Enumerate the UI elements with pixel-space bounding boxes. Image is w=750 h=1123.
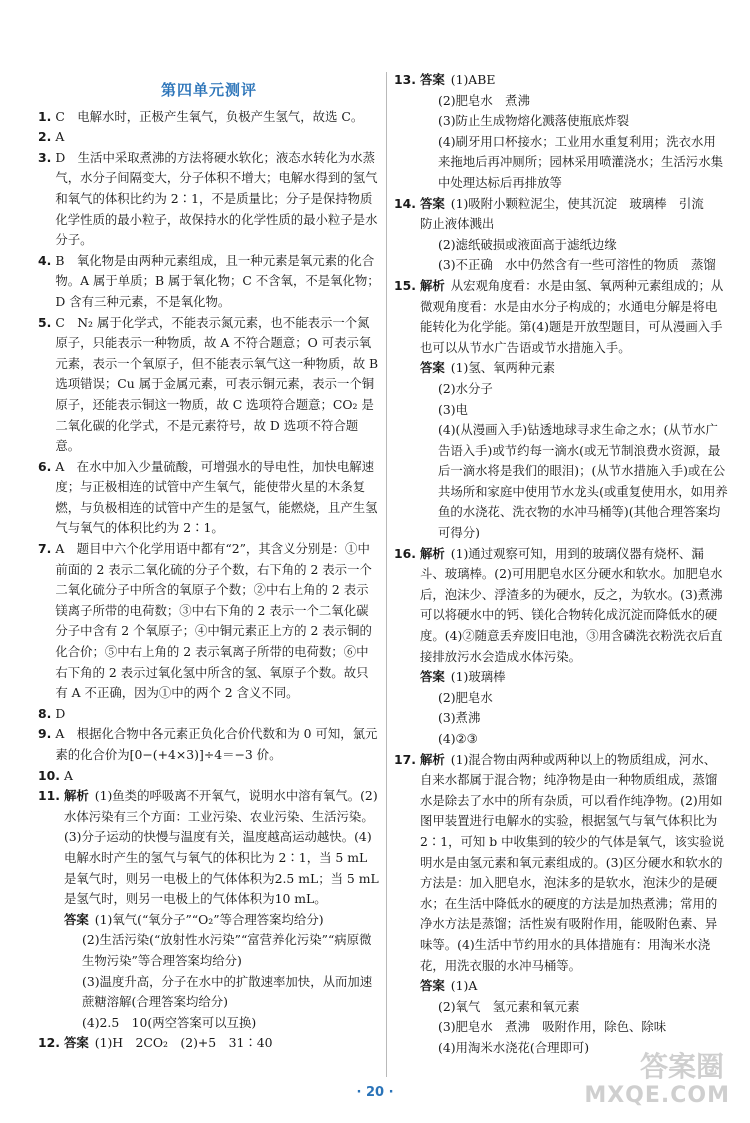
- question-number: 2.: [38, 129, 52, 145]
- answer-body: [420, 194, 728, 235]
- answer-item: [394, 708, 728, 729]
- answer-text: (1)A: [450, 978, 478, 994]
- answer-item: [38, 910, 380, 931]
- answer-item: [394, 420, 728, 544]
- answer-body: [55, 704, 380, 725]
- question-number: 7.: [38, 541, 52, 557]
- question-number: 15.: [394, 277, 416, 293]
- answer-item: [394, 544, 728, 668]
- answer-body: [438, 688, 728, 709]
- answer-item: [394, 1017, 728, 1038]
- answer-tag: 解析: [419, 751, 445, 767]
- answer-item: [394, 400, 728, 421]
- answer-body: [438, 91, 728, 112]
- watermark-top: 答案圈: [639, 1050, 724, 1083]
- left-answer-list: [38, 107, 380, 1054]
- answer-item: [394, 255, 728, 276]
- answer-text: (1)吸附小颗粒泥尘，使其沉淀 玻璃棒 引流 防止液体溅出: [419, 195, 717, 232]
- answer-body: [64, 786, 380, 910]
- answer-body: [420, 976, 728, 997]
- answer-tag: 解析: [419, 277, 445, 293]
- answer-item: [394, 235, 728, 256]
- question-number: 17.: [394, 751, 416, 767]
- answer-text: (2)肥皂水: [438, 689, 493, 705]
- answer-text: (4)刷牙用口杯接水；工业用水重复利用；洗衣水用来拖地后再冲厕所；园林采用喷灌浇水；生活污水集中处理达标后再排放等: [438, 133, 723, 190]
- answer-item: [38, 930, 380, 971]
- answer-tag: 答案: [419, 195, 445, 211]
- answer-body: [438, 235, 728, 256]
- question-number: 3.: [38, 149, 52, 165]
- watermark-logo: [584, 1045, 730, 1115]
- answer-body: [64, 1033, 380, 1054]
- answer-item: [38, 766, 380, 787]
- answer-text: (1)ABE: [450, 72, 496, 87]
- answer-item: [394, 358, 728, 379]
- answer-item: [394, 91, 728, 112]
- answer-text: D: [55, 705, 66, 721]
- answer-text: (3)电: [438, 401, 468, 417]
- answer-text: (1)氢、氧两种元素: [450, 360, 556, 376]
- answer-tag: 解析: [419, 545, 445, 561]
- answer-body: [420, 544, 728, 668]
- answer-tag: 答案: [63, 1035, 89, 1051]
- answer-tag: 答案: [420, 978, 445, 994]
- answer-text: (1)H 2CO₂ (2)+5 31∶40: [94, 1035, 273, 1051]
- answer-text: (2)生活污染(“放射性水污染”“富营养化污染”“病原微生物污染”等合理答案均给分): [82, 932, 372, 968]
- answer-item: [394, 194, 728, 235]
- answer-body: [438, 379, 728, 400]
- answer-item: [38, 127, 380, 148]
- column-divider: [386, 72, 387, 1077]
- answer-text: (3)温度升高，分子在水中的扩散速率加快，从而加速蔗糖溶解(合理答案均给分): [82, 973, 373, 1010]
- question-number: 8.: [38, 705, 52, 721]
- answer-body: [55, 148, 380, 251]
- answer-text: (1)玻璃棒: [450, 669, 506, 685]
- answer-body: [438, 729, 728, 750]
- page-number: · 20 ·: [356, 1085, 394, 1100]
- question-number: 14.: [394, 195, 416, 211]
- answer-body: [420, 276, 728, 358]
- answer-body: [55, 127, 380, 148]
- question-number: 10.: [38, 767, 60, 783]
- answer-item: [38, 457, 380, 539]
- answer-text: (3)煮沸: [438, 710, 481, 726]
- answer-item: [394, 997, 728, 1018]
- answer-item: [394, 70, 728, 91]
- answer-text: D 生活中采取煮沸的方法将硬水软化；液态水转化为水蒸气，水分子间隔变大，分子体积不增大；电解水得到的氢气和氧气的体积比约为 2∶1，不是质量比；分子是保持物质化学性质的最小粒子，故保持水的化学性质的最小粒子是水分子。: [55, 149, 378, 248]
- answer-item: [38, 972, 380, 1013]
- answer-text: A 题目中六个化学用语中都有“2”，其含义分别是：①中前面的 2 表示二氧化硫的分子个数，右下角的 2 表示一个二氧化硫分子中所含的氧原子个数；②中右上角的 2 表示镁离子所带的电荷数；③中右下角的 2 表示一个二氧化碳分子中含有 2 个氧原子；④中铜元素正上方的 2 表示铜的化合价；⑤中右上角的 2 表示氧离子所带的电荷数；⑥中右下角的 2 表示过氧化氢中所含的氢、氧原子个数。故只有 A 不正确，因为①中的两个 2 含义不同。: [55, 541, 372, 701]
- answer-text: C N₂ 属于化学式，不能表示氮元素，也不能表示一个氮原子，只能表示一种物质，故 A 不符合题意；O 可表示氧元素，表示一个氧原子，但不能表示氧气这一种物质，故 B 选项错误；Cu 属于金属元素，可表示铜元素，表示一个铜原子，还能表示铜这一物质，故 C 选项符合题意；CO₂ 是二氧化碳的化学式，不是元素符号，故 D 选项不符合题意。: [55, 314, 379, 454]
- answer-item: [38, 539, 380, 704]
- answer-text: (1)通过观察可知，用到的玻璃仪器有烧杯、漏斗、玻璃棒。(2)可用肥皂水区分硬水和软水。加肥皂水后，泡沫少、浮渣多的为硬水，反之，为软水。(3)煮沸可以将硬水中的钙、镁化合物转化成沉淀而降低水的硬度。(4)②随意丢弃废旧电池，③用含磷洗衣粉洗衣后直接排放污水会造成水体污染。: [419, 545, 723, 664]
- answer-body: [420, 667, 728, 688]
- answer-item: [394, 976, 728, 997]
- answer-body: [438, 255, 728, 276]
- answer-body: [82, 930, 380, 971]
- answer-body: [64, 910, 380, 931]
- answer-body: [55, 457, 380, 539]
- answer-item: [38, 251, 380, 313]
- answer-text: (4)②③: [438, 731, 478, 746]
- answer-tag: 解析: [63, 788, 89, 804]
- answer-item: [394, 111, 728, 132]
- answer-text: (1)混合物由两种或两种以上的物质组成，河水、自来水都属于混合物；纯净物是由一种物质组成，蒸馏水是除去了水中的所有杂质，可以看作纯净物。(2)用如图甲装置进行电解水的实验，根据氢气与氧气体积比为 2∶1，可知 b 中收集到的较少的气体是氧气，该实验说明水是由氢元素和氧元素组成的。(3)区分硬水和软水的方法是：加入肥皂水，泡沫多的是软水，泡沫少的是硬水；在生活中降低水的硬度的方法是加热煮沸；常用的净水方法是蒸馏；活性炭有吸附作用，能吸附色素、异味等。(4)生活中节约用水的具体措施有：用淘米水浇花，用洗衣服的水冲马桶等。: [419, 751, 725, 973]
- answer-tag: 答案: [419, 72, 445, 87]
- answer-body: [55, 251, 380, 313]
- answer-body: [438, 132, 728, 194]
- answer-item: [394, 276, 728, 358]
- answer-text: A: [55, 129, 65, 145]
- section-title: 第四单元测评: [160, 81, 257, 99]
- answer-item: [38, 786, 380, 910]
- answer-body: [55, 724, 380, 765]
- question-number: 11.: [38, 788, 60, 804]
- answer-item: [38, 724, 380, 765]
- answer-body: [64, 766, 380, 787]
- watermark-bottom: MXQE.COM: [584, 1083, 730, 1108]
- answer-text: (1)鱼类的呼吸离不开氧气，说明水中溶有氧气。(2)水体污染有三个方面：工业污染、农业污染、生活污染。(3)分子运动的快慢与温度有关，温度越高运动越快。(4)电解水时产生的氢气与氧气的体积比为 2∶1，当 5 mL 是氧气时，则另一电极上的气体体积为2.5 mL；当 5 mL 是氢气时，则另一电极上的气体体积为10 mL。: [63, 788, 379, 907]
- answer-item: [38, 1033, 380, 1054]
- answer-body: [420, 70, 728, 91]
- answer-body: [82, 972, 380, 1013]
- answer-text: (4)2.5 10(两空答案可以互换): [82, 1014, 257, 1030]
- question-number: 13.: [394, 72, 416, 87]
- answer-body: [438, 997, 728, 1018]
- answer-body: [438, 708, 728, 729]
- question-number: 6.: [38, 458, 52, 474]
- answer-text: 从宏观角度看：水是由氢、氧两种元素组成的；从微观角度看：水是由水分子构成的；水通电分解是将电能转化为化学能。第(4)题是开放型题目，可从漫画入手也可以从节水广告语或节水措施入手。: [419, 277, 724, 355]
- question-number: 5.: [38, 314, 52, 330]
- answer-item: [38, 704, 380, 725]
- answer-item: [394, 688, 728, 709]
- answer-body: [438, 1017, 728, 1038]
- answer-text: (2)肥皂水 煮沸: [438, 92, 530, 108]
- answer-item: [38, 107, 380, 128]
- answer-body: [420, 358, 728, 379]
- answer-tag: 答案: [420, 669, 445, 685]
- answer-text: A 在水中加入少量硫酸，可增强水的导电性，加快电解速度；与正极相连的试管中产生氧气，能使带火星的木条复燃，与负极相连的试管中产生的是氢气，能燃烧，且产生氢气与氧气的体积比约为 2∶1。: [55, 458, 378, 536]
- answer-body: [438, 400, 728, 421]
- answer-text: A 根据化合物中各元素正负化合价代数和为 0 可知，氯元素的化合价为[0−(+4×3)]÷4＝−3 价。: [55, 726, 378, 762]
- answer-text: (2)水分子: [438, 380, 493, 396]
- answer-item: [38, 313, 380, 457]
- answer-text: (4)(从漫画入手)钻透地球寻求生命之水；(从节水广告语入手)或节约每一滴水(或无节制浪费水资源，最后一滴水将是我们的眼泪)；(从节水措施入手)或在公共场所和家庭中使用节水龙头(或重复使用水，如用养鱼的水浇花、洗衣物的水冲马桶等)(其他合理答案均可得分): [438, 422, 728, 541]
- right-column: [394, 70, 728, 1059]
- answer-item: [394, 379, 728, 400]
- answer-text: (2)滤纸破损或液面高于滤纸边缘: [438, 236, 617, 252]
- answer-body: [55, 539, 380, 704]
- right-answer-list: [394, 70, 728, 1059]
- answer-item: [394, 132, 728, 194]
- answer-text: C 电解水时，正极产生氧气，负极产生氢气，故选 C。: [55, 108, 364, 124]
- answer-item: [394, 750, 728, 977]
- answer-text: (2)氧气 氢元素和氧元素: [438, 998, 580, 1014]
- answer-body: [438, 111, 728, 132]
- answer-tag: 答案: [64, 911, 89, 927]
- left-column: [38, 80, 380, 1054]
- answer-text: (4)用淘米水浇花(合理即可): [438, 1039, 590, 1055]
- question-number: 16.: [394, 545, 416, 561]
- answer-body: [438, 420, 728, 544]
- answer-item: [38, 1013, 380, 1034]
- answer-text: (3)不正确 水中仍然含有一些可溶性的物质 蒸馏: [438, 257, 716, 273]
- answer-tag: 答案: [420, 360, 445, 376]
- answer-text: (3)防止生成物熔化溅落使瓶底炸裂: [438, 113, 630, 129]
- answer-body: [82, 1013, 380, 1034]
- answer-text: B 氧化物是由两种元素组成，且一种元素是氧元素的化合物。A 属于单质；B 属于氧化物；C 不含氧，不是氧化物；D 含有三种元素，不是氧化物。: [55, 252, 380, 309]
- answer-text: (1)氧气(“氧分子”“O₂”等合理答案均给分): [94, 911, 324, 927]
- answer-body: [420, 750, 728, 977]
- answer-text: A: [63, 767, 73, 783]
- answer-item: [38, 148, 380, 251]
- question-number: 12.: [38, 1035, 60, 1051]
- answer-text: (3)肥皂水 煮沸 吸附作用，除色、除味: [438, 1019, 667, 1035]
- answer-item: [394, 667, 728, 688]
- question-number: 9.: [38, 726, 52, 742]
- answer-body: [55, 313, 380, 457]
- question-number: 1.: [38, 108, 52, 124]
- answer-body: [55, 107, 380, 128]
- answer-item: [394, 729, 728, 750]
- question-number: 4.: [38, 252, 52, 268]
